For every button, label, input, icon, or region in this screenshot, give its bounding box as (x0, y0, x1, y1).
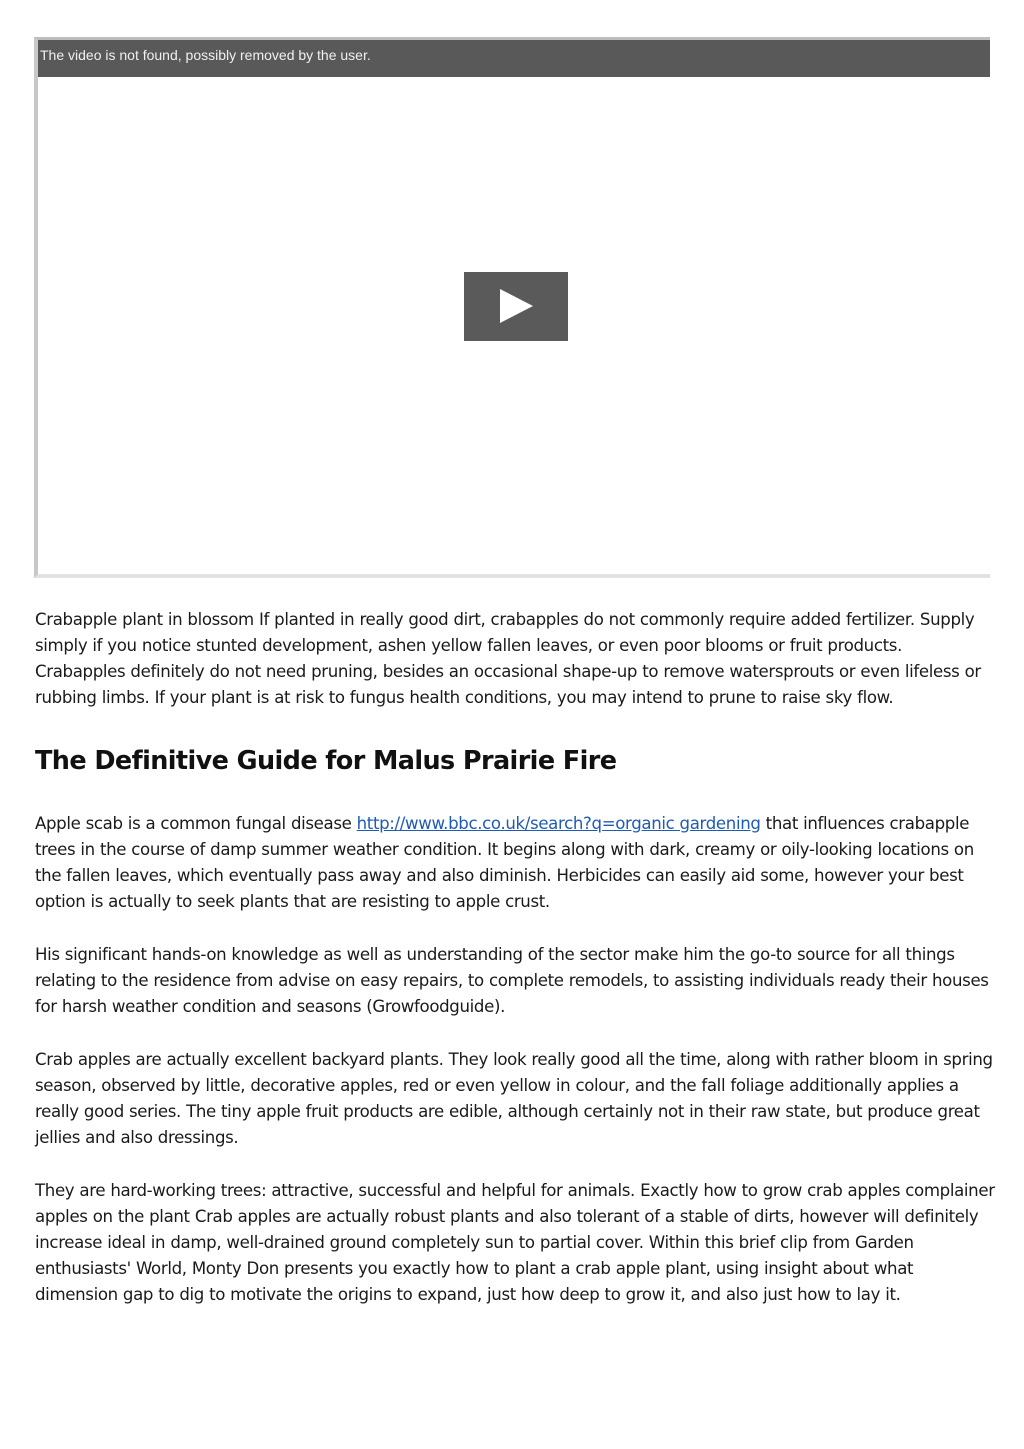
paragraph-hard-working-trees: They are hard-working trees: attractive, successful and helpful for animals. Exactly how to grow crab apples complainer apples on the plant Crab apples are actually robust plants and also tolerant of a stable of dirts, however will definitely increase ideal in damp, well-drained ground completely sun to partial cover. Within this brief clip from Garden enthusiasts' World, Monty Don presents you exactly how to plant a crab apple plant, using insight about what dimension gap to dig to motivate the origins to expand, just how deep to grow it, and also just how to lay it. (35, 1181, 995, 1304)
play-button[interactable] (464, 272, 568, 341)
paragraph-apple-scab (35, 811, 995, 915)
article-body (35, 607, 995, 1335)
play-icon (500, 289, 533, 323)
paragraph-crabapple-blossom: Crabapple plant in blossom If planted in really good dirt, crabapples do not commonly require added fertilizer. Supply simply if you notice stunted development, ashen yellow fallen leaves, or even poor blooms or fruit products. Crabapples definitely do not need pruning, besides an occasional shape-up to remove watersprouts or even lifeless or rubbing limbs. If your plant is at risk to fungus health conditions, you may intend to prune to raise sky flow. (35, 610, 981, 707)
paragraph-apple-scab-text-start: Apple scab is a common fungal disease (35, 814, 357, 833)
video-player[interactable] (34, 37, 990, 578)
section-heading: The Definitive Guide for Malus Prairie Fire (35, 746, 617, 776)
video-error-message: The video is not found, possibly removed by the user. (40, 47, 371, 63)
paragraph-hands-on-knowledge: His significant hands-on knowledge as well as understanding of the sector make him the go-to source for all things relating to the residence from advise on easy repairs, to complete remodels, to assisting individuals ready their houses for harsh weather condition and seasons (Growfoodguide). (35, 945, 989, 1016)
paragraph-backyard-plants: Crab apples are actually excellent backyard plants. They look really good all the time, along with rather bloom in spring season, observed by little, decorative apples, red or even yellow in colour, and the fall foliage additionally applies a really good series. The tiny apple fruit products are edible, although certainly not in their raw state, but produce great jellies and also dressings. (35, 1050, 993, 1147)
video-error-bar (38, 40, 990, 77)
paragraph-apple-scab-text-end: that influences crabapple trees in the course of damp summer weather condition. It begins along with dark, creamy or oily-looking locations on the fallen leaves, which eventually pass away and also diminish. Herbicides can easily aid some, however your best option is actually to seek plants that are resisting to apple crust. (35, 814, 974, 911)
bbc-search-link[interactable]: http://www.bbc.co.uk/search?q=organic gardening (356, 814, 761, 833)
